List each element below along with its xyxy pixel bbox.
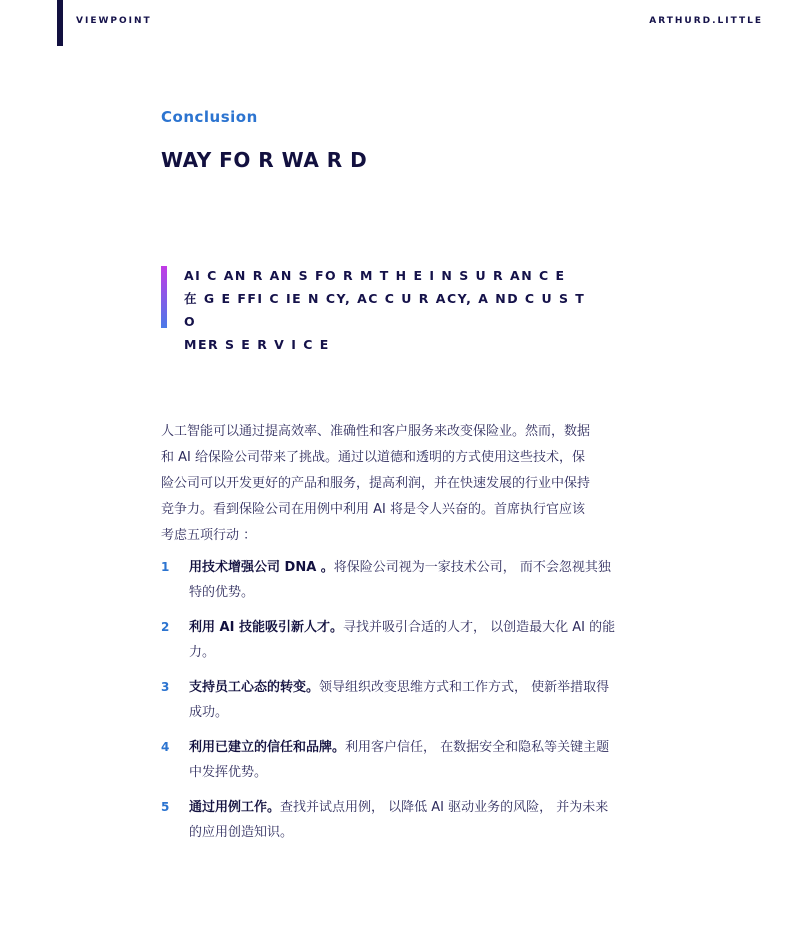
intro-line: 和 AI 给保险公司带来了挑战。通过以道德和透明的方式使用这些技术，保: [161, 450, 585, 465]
intro-line: 考虑五项行动 ：: [161, 528, 257, 543]
page-title: WAY FO R WA R D: [161, 148, 368, 172]
intro-paragraph: [161, 419, 621, 549]
action-number: 3: [161, 680, 170, 694]
action-heading: 利用已建立的信任和品牌。: [189, 740, 346, 755]
callout-line: MER S E R V I C E: [184, 337, 330, 352]
action-item: [161, 555, 621, 605]
action-text: 将保险公司视为一家技术公司， 而不会忽视其独特的优势。: [189, 560, 611, 600]
callout-block: [161, 264, 591, 356]
action-list: [161, 555, 621, 855]
intro-line: 险公司可以开发更好的产品和服务，提高利润，并在快速发展的行业中保持: [161, 476, 591, 491]
callout-accent-bar: [161, 266, 167, 328]
callout-text: [184, 264, 591, 356]
header-accent-bar: [57, 0, 63, 46]
section-label: Conclusion: [161, 108, 258, 126]
callout-line: AI C AN R AN S FO R M T H E I N S U R AN C E: [184, 268, 566, 283]
action-heading: 用技术增强公司 DNA 。: [189, 560, 334, 575]
action-number: 4: [161, 740, 170, 754]
action-text: 领导组织改变思维方式和工作方式， 使新举措取得成功。: [189, 680, 610, 720]
action-heading: 通过用例工作。: [189, 800, 281, 815]
action-heading: 支持员工心态的转变。: [189, 680, 320, 695]
action-text: 查找并试点用例， 以降低 AI 驱动业务的风险， 并为未来的应用创造知识。: [189, 800, 609, 840]
action-text: 利用客户信任， 在数据安全和隐私等关键主题中发挥优势。: [189, 740, 610, 780]
action-number: 5: [161, 800, 170, 814]
action-text: 寻找并吸引合适的人才， 以创造最大化 AI 的能力。: [189, 620, 616, 660]
action-heading: 利用 AI 技能吸引新人才。: [189, 620, 343, 635]
action-number: 2: [161, 620, 170, 634]
action-item: [161, 795, 621, 845]
viewpoint-label: VIEWPOINT: [76, 16, 152, 26]
action-item: [161, 615, 621, 665]
action-item: [161, 735, 621, 785]
action-number: 1: [161, 560, 170, 574]
intro-line: 竞争力。看到保险公司在用例中利用 AI 将是令人兴奋的。首席执行官应该: [161, 502, 585, 517]
brand-name: ARTHURD.LITTLE: [649, 16, 763, 26]
callout-line: 在 G E FFI C IE N CY, AC C U R ACY, A ND C U S T O: [184, 291, 586, 329]
intro-line: 人工智能可以通过提高效率、准确性和客户服务来改变保险业。然而，数据: [161, 424, 591, 439]
action-item: [161, 675, 621, 725]
